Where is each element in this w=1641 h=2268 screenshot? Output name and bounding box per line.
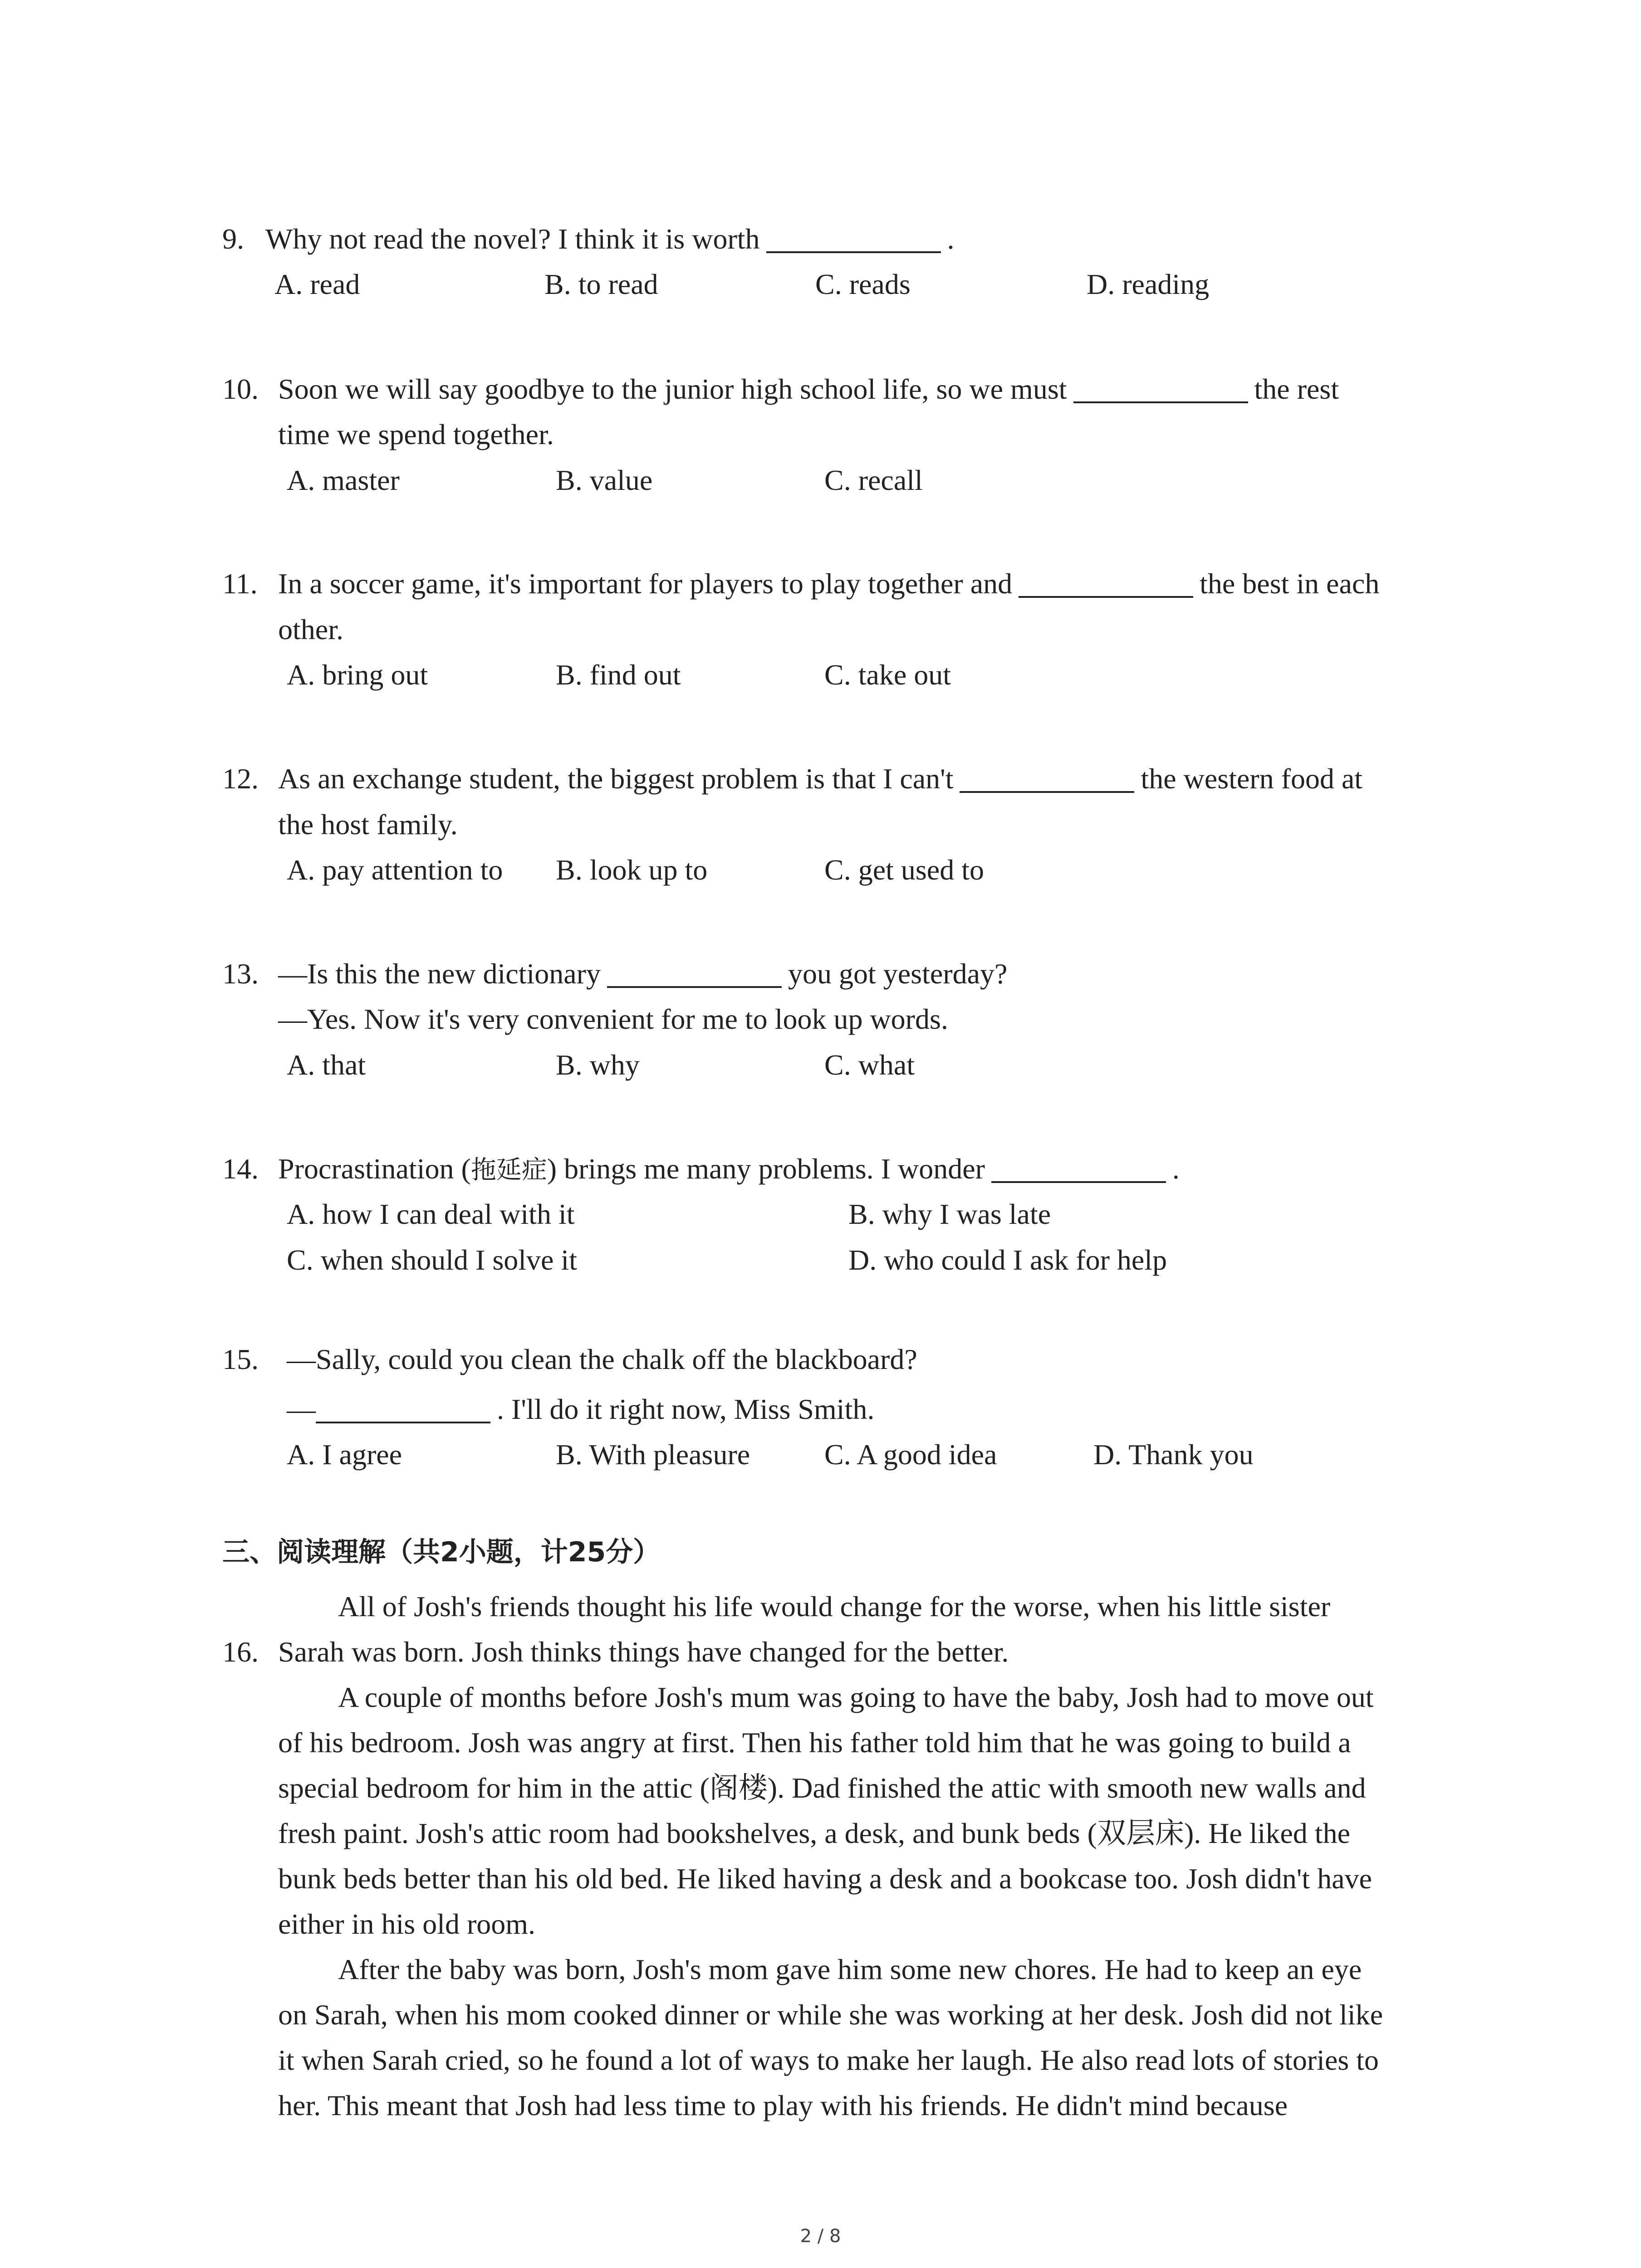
question-stem: Procrastination (拖延症) brings me many problems. I wonder .	[278, 1153, 1180, 1185]
question-stem: Soon we will say goodbye to the junior high school life, so we must the rest	[278, 373, 1339, 405]
option-a[interactable]: A. that	[287, 1049, 366, 1081]
question-number: 13.	[222, 958, 259, 990]
option-a[interactable]: A. bring out	[287, 659, 428, 691]
question-stem: —Sally, could you clean the chalk off the blackboard?	[287, 1343, 917, 1375]
option-b[interactable]: B. find out	[556, 659, 681, 691]
passage-line: her. This meant that Josh had less time to play with his friends. He didn't mind because	[278, 2089, 1288, 2121]
option-c[interactable]: C. get used to	[824, 854, 984, 886]
passage-line: on Sarah, when his mom cooked dinner or while she was working at her desk. Josh did not like	[278, 1999, 1383, 2031]
passage-line: After the baby was born, Josh's mom gave him some new chores. He had to keep an eye	[338, 1953, 1362, 1985]
option-d[interactable]: D. Thank you	[1093, 1438, 1254, 1471]
question-stem-line-2: the host family.	[278, 808, 458, 841]
section-heading: 三、阅读理解（共2小题，计25分）	[222, 1536, 661, 1568]
option-c[interactable]: C. take out	[824, 659, 951, 691]
question-stem-line-2: other.	[278, 613, 343, 645]
passage-line: fresh paint. Josh's attic room had bookshelves, a desk, and bunk beds (双层床). He liked the	[278, 1817, 1351, 1849]
question-stem: As an exchange student, the biggest problem is that I can't the western food at	[278, 763, 1363, 795]
question-number: 12.	[222, 763, 259, 795]
option-a[interactable]: A. pay attention to	[287, 854, 503, 886]
option-c[interactable]: C. reads	[815, 268, 911, 300]
passage-line: bunk beds better than his old bed. He liked having a desk and a bookcase too. Josh didn't have	[278, 1862, 1372, 1895]
option-b[interactable]: B. value	[556, 464, 653, 496]
option-b[interactable]: B. why	[556, 1049, 640, 1081]
question-stem: —Is this the new dictionary you got yesterday?	[278, 958, 1008, 990]
answer-blank[interactable]	[991, 1155, 1166, 1183]
option-a[interactable]: A. how I can deal with it	[287, 1198, 575, 1230]
answer-blank[interactable]	[766, 225, 941, 253]
answer-blank[interactable]	[1019, 570, 1193, 598]
question-stem-line-2: —Yes. Now it's very convenient for me to look up words.	[278, 1003, 948, 1035]
option-b[interactable]: B. to read	[544, 268, 658, 300]
option-c[interactable]: C. when should I solve it	[287, 1244, 577, 1276]
question-stem-line-2: — . I'll do it right now, Miss Smith.	[287, 1393, 875, 1425]
answer-blank[interactable]	[316, 1395, 490, 1423]
option-b[interactable]: B. why I was late	[848, 1198, 1051, 1230]
passage-line: Sarah was born. Josh thinks things have changed for the better.	[278, 1636, 1009, 1668]
answer-blank[interactable]	[1073, 375, 1248, 403]
passage-line: it when Sarah cried, so he found a lot of ways to make her laugh. He also read lots of stories to	[278, 2044, 1379, 2076]
question-stem: Why not read the novel? I think it is worth .	[265, 223, 955, 255]
passage-line: special bedroom for him in the attic (阁楼). Dad finished the attic with smooth new walls and	[278, 1772, 1366, 1804]
passage-line: either in his old room.	[278, 1908, 536, 1940]
option-d[interactable]: D. reading	[1087, 268, 1210, 300]
passage-line: of his bedroom. Josh was angry at first. Then his father told him that he was going to build a	[278, 1726, 1351, 1759]
option-d[interactable]: D. who could I ask for help	[848, 1244, 1167, 1276]
option-c[interactable]: C. A good idea	[824, 1438, 997, 1471]
option-c[interactable]: C. recall	[824, 464, 923, 496]
option-b[interactable]: B. With pleasure	[556, 1438, 750, 1471]
option-c[interactable]: C. what	[824, 1049, 915, 1081]
option-a[interactable]: A. I agree	[287, 1438, 402, 1471]
answer-blank[interactable]	[960, 765, 1134, 793]
question-stem-line-2: time we spend together.	[278, 418, 554, 450]
question-number: 15.	[222, 1343, 259, 1375]
passage-line: All of Josh's friends thought his life would change for the worse, when his little sister	[338, 1590, 1331, 1623]
question-number: 16.	[222, 1636, 259, 1668]
question-number: 10.	[222, 373, 259, 405]
passage-line: A couple of months before Josh's mum was going to have the baby, Josh had to move out	[338, 1681, 1374, 1713]
question-stem: In a soccer game, it's important for players to play together and the best in each	[278, 567, 1380, 600]
page-number: 2 / 8	[800, 2226, 841, 2247]
question-number: 9.	[222, 223, 244, 255]
option-a[interactable]: A. master	[287, 464, 400, 496]
option-b[interactable]: B. look up to	[556, 854, 708, 886]
question-number: 11.	[222, 567, 258, 600]
answer-blank[interactable]	[607, 960, 782, 988]
option-a[interactable]: A. read	[274, 268, 360, 300]
question-number: 14.	[222, 1153, 259, 1185]
